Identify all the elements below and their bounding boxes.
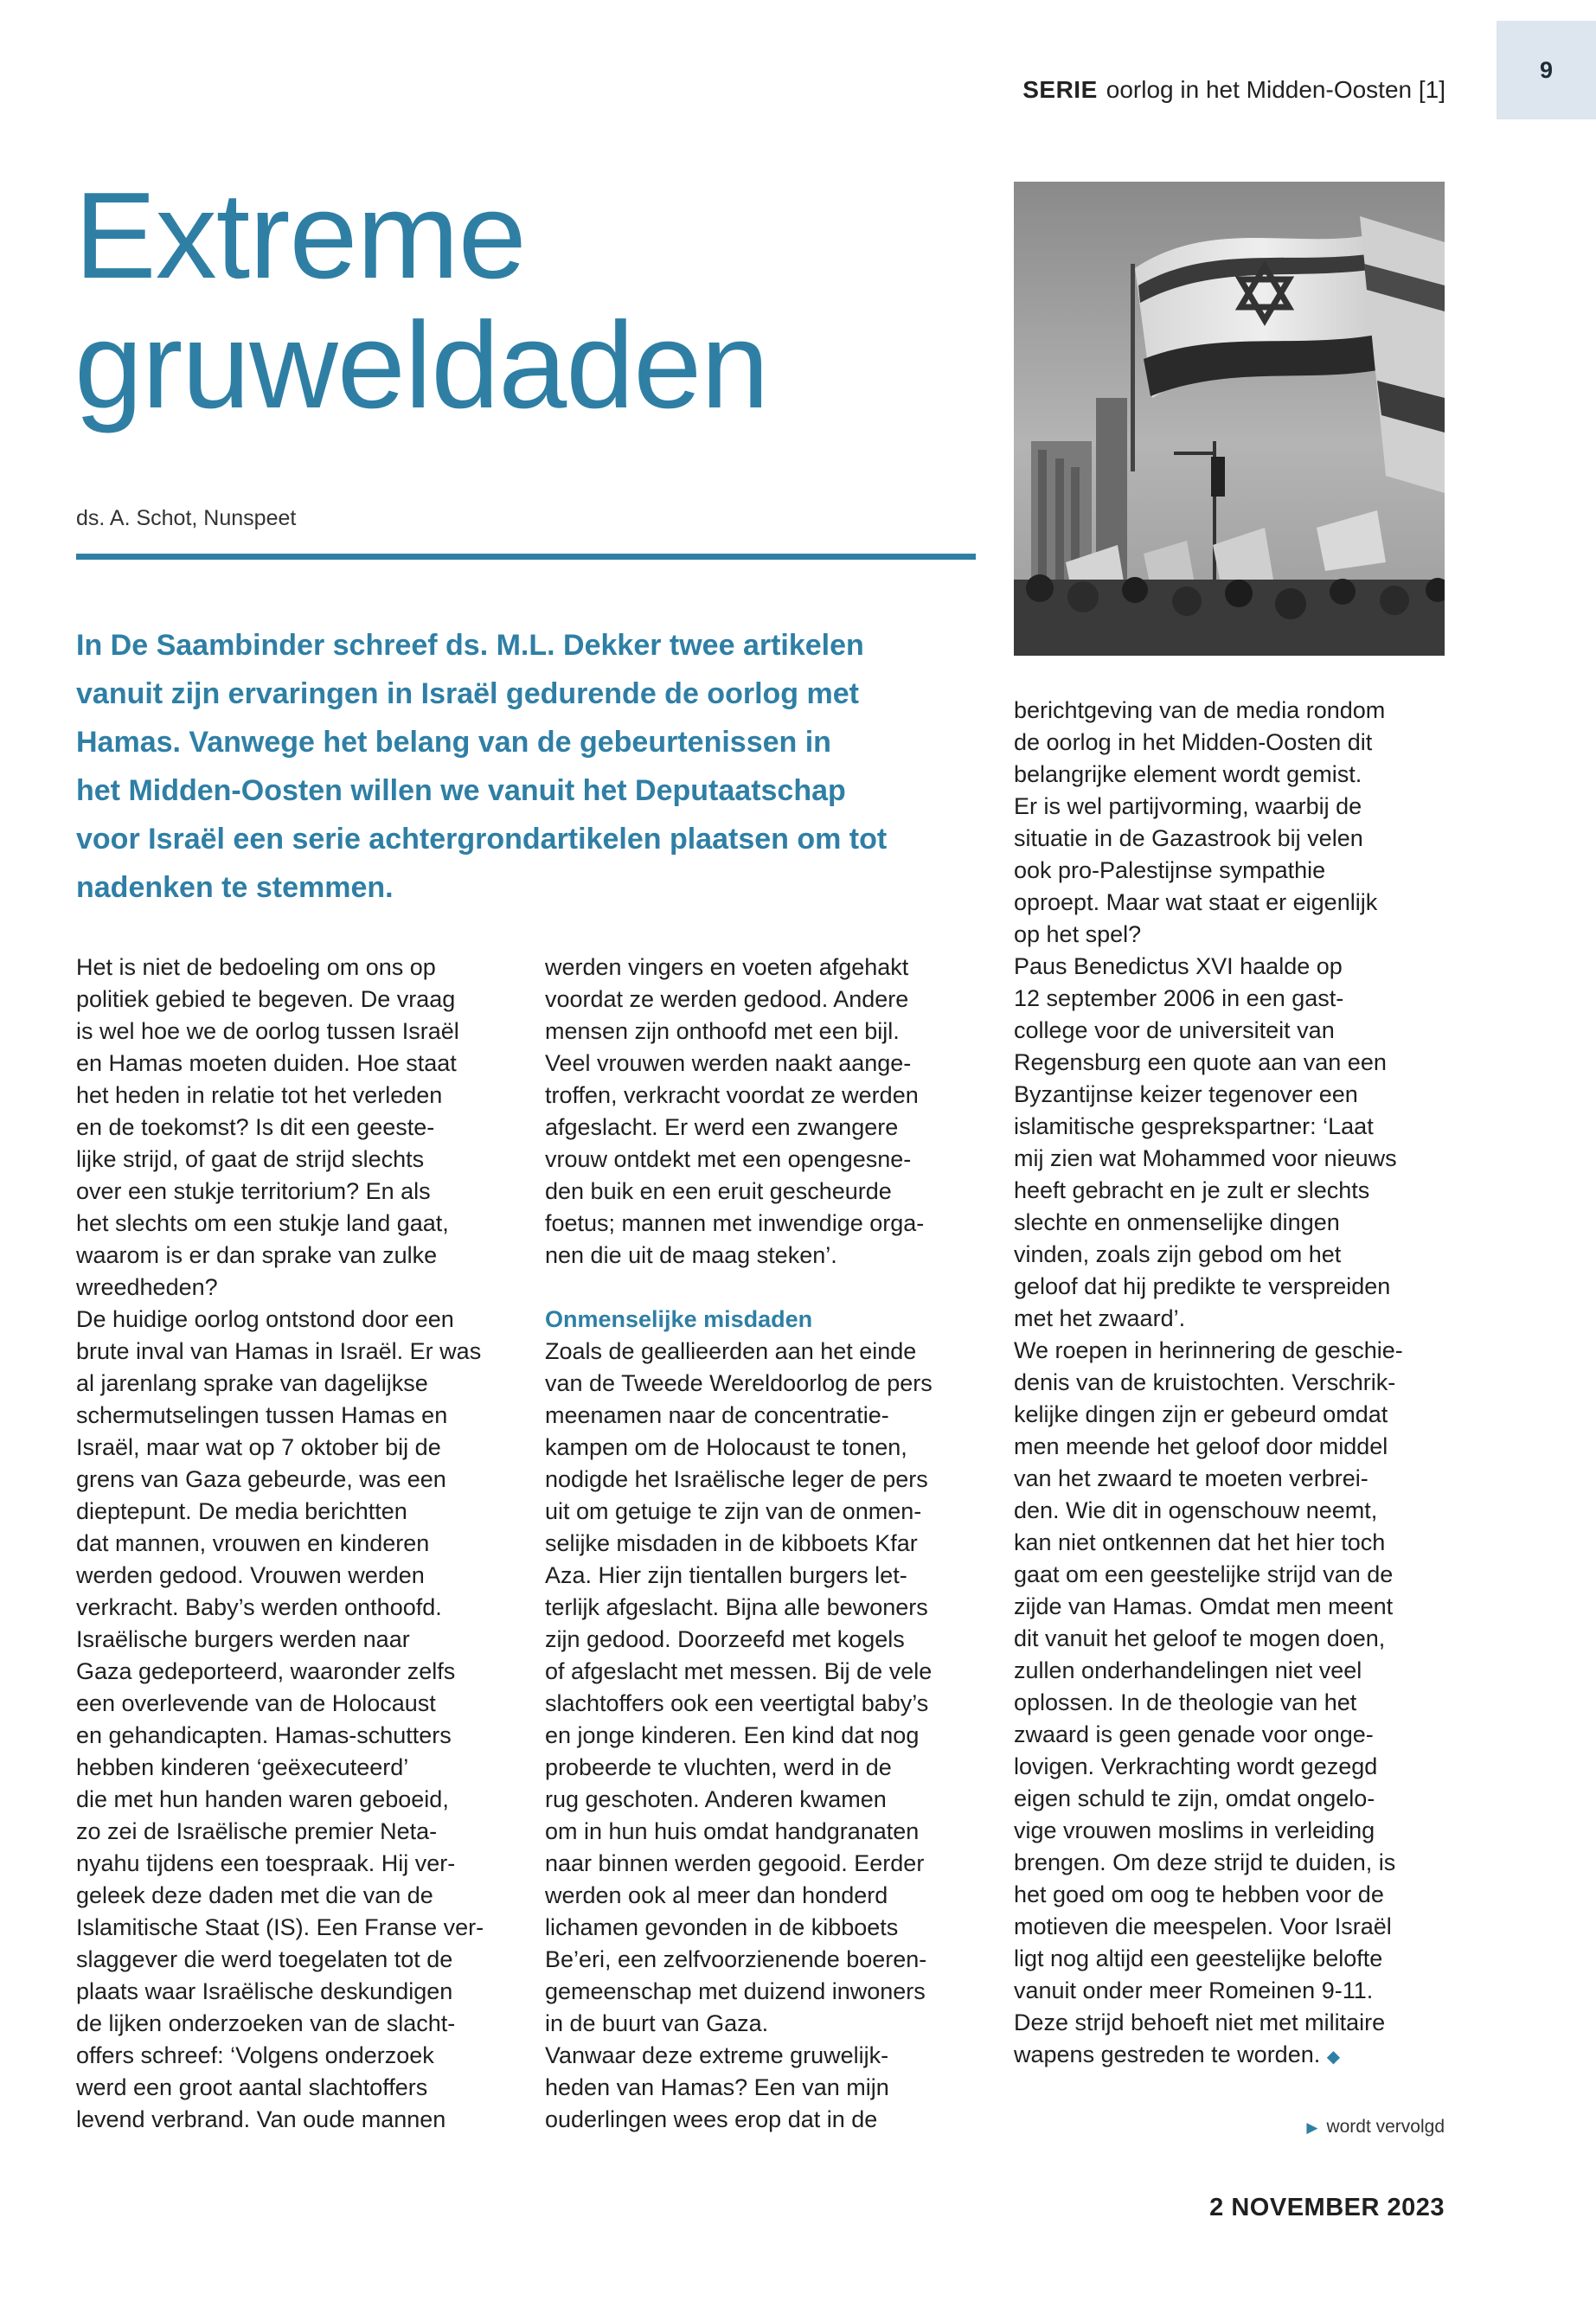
body-line: den. Wie dit in ogenschouw neemt, xyxy=(1014,1497,1378,1523)
body-line: nodigde het Israëlische leger de pers xyxy=(545,1466,928,1492)
body-line: slachtoffers ook een veertigtal baby’s xyxy=(545,1690,929,1716)
body-line: Veel vrouwen werden naakt aange- xyxy=(545,1050,912,1076)
series-topic: oorlog in het Midden-Oosten [1] xyxy=(1106,76,1445,103)
body-line: wapens gestreden te worden. xyxy=(1014,2041,1321,2067)
body-line: geloof dat hij predikte te verspreiden xyxy=(1014,1273,1391,1299)
section-subheading: Onmenselijke misdaden xyxy=(545,1306,813,1332)
body-line: mensen zijn onthoofd met een bijl. xyxy=(545,1018,900,1044)
body-line: schermutselingen tussen Hamas en xyxy=(76,1402,448,1428)
lead-line: voor Israël een serie achtergrondartikelen plaatsen om tot xyxy=(76,823,888,856)
body-line: op het spel? xyxy=(1014,921,1142,947)
body-line: werden gedood. Vrouwen werden xyxy=(76,1562,425,1588)
body-line: oplossen. In de theologie van het xyxy=(1014,1689,1357,1715)
body-line: grens van Gaza gebeurde, was een xyxy=(76,1466,446,1492)
body-line: dit vanuit het geloof te mogen doen, xyxy=(1014,1625,1386,1651)
body-line: nen die uit de maag steken’. xyxy=(545,1242,837,1268)
body-line: brute inval van Hamas in Israël. Er was xyxy=(76,1338,482,1364)
body-line: gemeenschap met duizend inwoners xyxy=(545,1978,926,2004)
body-line: kelijke dingen zijn er gebeurd omdat xyxy=(1014,1401,1388,1427)
article-photo xyxy=(1014,182,1445,656)
body-line: en Hamas moeten duiden. Hoe staat xyxy=(76,1050,457,1076)
body-line: zijde van Hamas. Omdat men meent xyxy=(1014,1593,1394,1619)
body-line: Vanwaar deze extreme gruwelijk- xyxy=(545,2042,889,2068)
body-line: brengen. Om deze strijd te duiden, is xyxy=(1014,1849,1396,1875)
body-line: Er is wel partijvorming, waarbij de xyxy=(1014,793,1362,819)
body-line: om in hun huis omdat handgranaten xyxy=(545,1818,920,1844)
body-line: van het zwaard te moeten verbrei- xyxy=(1014,1465,1368,1491)
body-line: en de toekomst? Is dit een geeste- xyxy=(76,1114,435,1140)
article-column-3 xyxy=(1014,695,1446,2073)
body-line: naar binnen werden gegooid. Eerder xyxy=(545,1850,925,1876)
body-line: hebben kinderen ‘geëxecuteerd’ xyxy=(76,1754,409,1780)
body-line: lijke strijd, of gaat de strijd slechts xyxy=(76,1146,425,1172)
body-line: Paus Benedictus XVI haalde op xyxy=(1014,953,1343,979)
body-line: voordat ze werden gedood. Andere xyxy=(545,986,909,1012)
body-line: motieven die meespelen. Voor Israël xyxy=(1014,1913,1392,1939)
body-line: denis van de kruistochten. Verschrik- xyxy=(1014,1369,1396,1395)
lead-line: het Midden-Oosten willen we vanuit het Deputaatschap xyxy=(76,774,846,807)
body-line: slaggever die werd toegelaten tot de xyxy=(76,1946,453,1972)
body-line: zo zei de Israëlische premier Neta- xyxy=(76,1818,438,1844)
body-line: meenamen naar de concentratie- xyxy=(545,1402,889,1428)
body-line: mij zien wat Mohammed voor nieuws xyxy=(1014,1145,1397,1171)
continued-note xyxy=(1306,2117,1445,2138)
body-line: kan niet ontkennen dat het hier toch xyxy=(1014,1529,1386,1555)
body-line: situatie in de Gazastrook bij velen xyxy=(1014,825,1363,851)
body-line: rug geschoten. Anderen kwamen xyxy=(545,1786,887,1812)
page-number: 9 xyxy=(1539,56,1554,83)
body-line: kampen om de Holocaust te tonen, xyxy=(545,1434,907,1460)
body-line: lichamen gevonden in de kibboets xyxy=(545,1914,899,1940)
body-line: Zoals de geallieerden aan het einde xyxy=(545,1338,917,1364)
running-head xyxy=(1022,76,1445,104)
body-line: en gehandicapten. Hamas-schutters xyxy=(76,1722,452,1748)
body-line: Islamitische Staat (IS). Een Franse ver- xyxy=(76,1914,484,1940)
body-line: offers schreef: ‘Volgens onderzoek xyxy=(76,2042,434,2068)
body-line: We roepen in herinnering de geschie- xyxy=(1014,1337,1403,1363)
body-line: dieptepunt. De media berichtten xyxy=(76,1498,407,1524)
body-line: probeerde te vluchten, werd in de xyxy=(545,1754,892,1780)
body-line: vige vrouwen moslims in verleiding xyxy=(1014,1817,1375,1843)
body-paragraph xyxy=(545,1336,977,2136)
body-line: college voor de universiteit van xyxy=(1014,1017,1335,1043)
body-line: en jonge kinderen. Een kind dat nog xyxy=(545,1722,920,1748)
body-line: zullen onderhandelingen niet veel xyxy=(1014,1657,1362,1683)
body-line: ouderlingen wees erop dat in de xyxy=(545,2106,878,2132)
body-line: lovigen. Verkrachting wordt gezegd xyxy=(1014,1753,1378,1779)
body-line: selijke misdaden in de kibboets Kfar xyxy=(545,1530,918,1556)
article-title-line: gruweldaden xyxy=(74,297,769,434)
body-line: berichtgeving van de media rondom xyxy=(1014,697,1386,723)
body-line: slechte en onmenselijke dingen xyxy=(1014,1209,1340,1235)
body-line: vinden, zoals zijn gebod om het xyxy=(1014,1241,1342,1267)
body-line: wreedheden? xyxy=(76,1274,218,1300)
body-line: politiek gebied te begeven. De vraag xyxy=(76,986,456,1012)
body-line: zwaard is geen genade voor onge- xyxy=(1014,1721,1374,1747)
body-line: heeft gebracht en je zult er slechts xyxy=(1014,1177,1370,1203)
body-line: Het is niet de bedoeling om ons op xyxy=(76,954,436,980)
article-title-line: Extreme xyxy=(74,167,526,304)
body-line: plaats waar Israëlische deskundigen xyxy=(76,1978,453,2004)
body-line: troffen, verkracht voordat ze werden xyxy=(545,1082,919,1108)
body-paragraph xyxy=(76,952,509,2136)
body-line: werd een groot aantal slachtoffers xyxy=(76,2074,428,2100)
series-label: SERIE xyxy=(1022,76,1098,103)
body-line: Aza. Hier zijn tientallen burgers let- xyxy=(545,1562,907,1588)
body-line: dat mannen, vrouwen en kinderen xyxy=(76,1530,430,1556)
body-line: de oorlog in het Midden-Oosten dit xyxy=(1014,729,1373,755)
body-line: Deze strijd behoeft niet met militaire xyxy=(1014,2009,1386,2035)
body-line: belangrijke element wordt gemist. xyxy=(1014,761,1362,787)
body-line: heden van Hamas? Een van mijn xyxy=(545,2074,889,2100)
lead-line: In De Saambinder schreef ds. M.L. Dekker twee artikelen xyxy=(76,629,864,662)
body-line: waarom is er dan sprake van zulke xyxy=(76,1242,438,1268)
triangle-right-icon: ▶ xyxy=(1306,2119,1318,2136)
body-line: Israëlische burgers werden naar xyxy=(76,1626,410,1652)
body-line: verkracht. Baby’s werden onthoofd. xyxy=(76,1594,442,1620)
body-line: afgeslacht. Er werd een zwangere xyxy=(545,1114,899,1140)
body-line: geleek deze daden met die van de xyxy=(76,1882,433,1908)
body-line: het heden in relatie tot het verleden xyxy=(76,1082,443,1108)
body-line: vanuit onder meer Romeinen 9-11. xyxy=(1014,1977,1374,2003)
lead-line: nadenken te stemmen. xyxy=(76,871,394,904)
body-line: 12 september 2006 in een gast- xyxy=(1014,985,1344,1011)
body-line: die met hun handen waren geboeid, xyxy=(76,1786,449,1812)
body-paragraph xyxy=(545,952,977,1272)
flag-crowd-image xyxy=(1014,182,1445,656)
body-line: of afgeslacht met messen. Bij de vele xyxy=(545,1658,933,1684)
body-line: Gaza gedeporteerd, waaronder zelfs xyxy=(76,1658,456,1684)
continued-label: wordt vervolgd xyxy=(1326,2117,1445,2137)
body-line: zijn gedood. Doorzeefd met kogels xyxy=(545,1626,905,1652)
body-line: werden vingers en voeten afgehakt xyxy=(545,954,909,980)
body-line: ook pro-Palestijnse sympathie xyxy=(1014,857,1326,883)
body-line: islamitische gesprekspartner: ‘Laat xyxy=(1014,1113,1374,1139)
body-line: met het zwaard’. xyxy=(1014,1305,1186,1331)
article-title xyxy=(74,167,769,434)
body-line: eigen schuld te zijn, omdat ongelo- xyxy=(1014,1785,1375,1811)
body-line: gaat om een geestelijke strijd van de xyxy=(1014,1561,1394,1587)
body-line: men meende het geloof door middel xyxy=(1014,1433,1388,1459)
body-line: in de buurt van Gaza. xyxy=(545,2010,769,2036)
lead-paragraph xyxy=(76,621,993,912)
body-line: uit om getuige te zijn van de onmen- xyxy=(545,1498,922,1524)
author-byline: ds. A. Schot, Nunspeet xyxy=(76,506,297,530)
body-line: de lijken onderzoeken van de slacht- xyxy=(76,2010,456,2036)
body-line: Regensburg een quote aan van een xyxy=(1014,1049,1387,1075)
body-paragraph xyxy=(1014,695,1446,2073)
body-line: al jarenlang sprake van dagelijkse xyxy=(76,1370,428,1396)
body-line: De huidige oorlog ontstond door een xyxy=(76,1306,454,1332)
body-line: terlijk afgeslacht. Bijna alle bewoners xyxy=(545,1594,928,1620)
body-line: Israël, maar wat op 7 oktober bij de xyxy=(76,1434,441,1460)
body-line: foetus; mannen met inwendige orga- xyxy=(545,1210,925,1236)
article-column-1 xyxy=(76,952,509,2136)
body-line: den buik en een eruit gescheurde xyxy=(545,1178,892,1204)
body-line: het goed om oog te hebben voor de xyxy=(1014,1881,1384,1907)
body-line: nyahu tijdens een toespraak. Hij ver- xyxy=(76,1850,456,1876)
page-number-tab xyxy=(1497,21,1596,119)
body-line: van de Tweede Wereldoorlog de pers xyxy=(545,1370,933,1396)
lead-line: vanuit zijn ervaringen in Israël gedurende de oorlog met xyxy=(76,677,859,710)
body-line: levend verbrand. Van oude mannen xyxy=(76,2106,446,2132)
lead-line: Hamas. Vanwege het belang van de gebeurtenissen in xyxy=(76,726,831,759)
diamond-icon: ◆ xyxy=(1326,2048,1341,2067)
body-line: werden ook al meer dan honderd xyxy=(545,1882,888,1908)
body-line: een overlevende van de Holocaust xyxy=(76,1690,436,1716)
body-line: het slechts om een stukje land gaat, xyxy=(76,1210,449,1236)
body-line: Be’eri, een zelfvoorzienende boeren- xyxy=(545,1946,927,1972)
body-line: vrouw ontdekt met een opengesne- xyxy=(545,1146,912,1172)
body-line: over een stukje territorium? En als xyxy=(76,1178,431,1204)
body-line: is wel hoe we de oorlog tussen Israël xyxy=(76,1018,459,1044)
issue-date: 2 NOVEMBER 2023 xyxy=(1209,2194,1445,2221)
body-line: oproept. Maar wat staat er eigenlijk xyxy=(1014,889,1378,915)
body-line: ligt nog altijd een geestelijke belofte xyxy=(1014,1945,1383,1971)
body-line: Byzantijnse keizer tegenover een xyxy=(1014,1081,1358,1107)
title-divider xyxy=(76,554,976,560)
article-column-2 xyxy=(545,952,977,2136)
